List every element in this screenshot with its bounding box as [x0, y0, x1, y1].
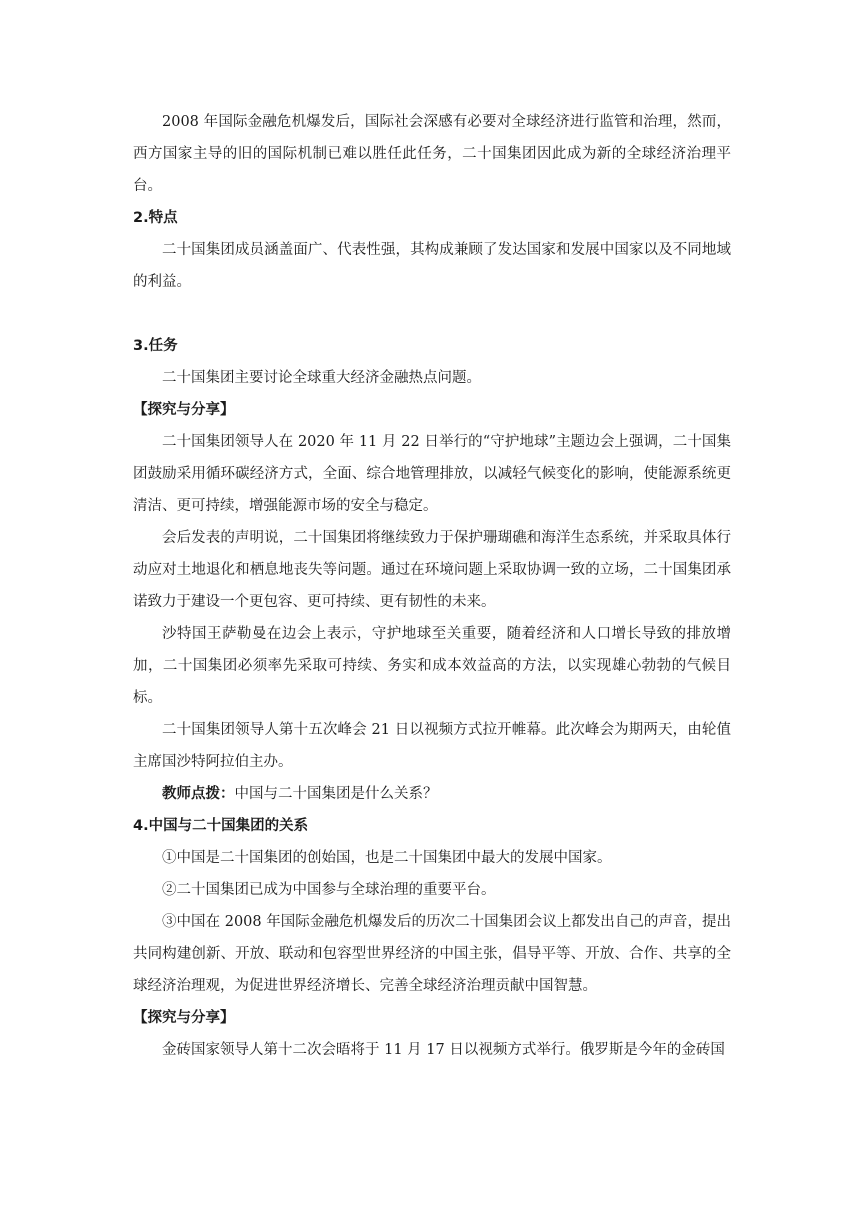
- teacher-tip-label: 教师点拨：: [162, 786, 235, 802]
- teacher-tip: [133, 778, 731, 810]
- heading-tasks: 3.任务: [133, 338, 178, 354]
- paragraph-background: 2008 年国际金融危机爆发后，国际社会深感有必要对全球经济进行监管和治理，然而，西方国家主导的旧的国际机制已难以胜任此任务，二十国集团因此成为新的全球经济治理平台。: [133, 114, 731, 194]
- paragraph-g20-climate: 二十国集团领导人在 2020 年 11 月 22 日举行的“守护地球”主题边会上强调，二十国集团鼓励采用循环碳经济方式，全面、综合地管理排放，以减轻气候变化的影响，使能源系统更清洁、更可持续，增强能源市场的安全与稳定。: [133, 434, 731, 514]
- paragraph-saudi-king: 沙特国王萨勒曼在边会上表示，守护地球至关重要，随着经济和人口增长导致的排放增加，二十国集团必须率先采取可持续、务实和成本效益高的方法，以实现雄心勃勃的气候目标。: [133, 626, 731, 706]
- paragraph-relation-2: ②二十国集团已成为中国参与全球治理的重要平台。: [162, 882, 496, 898]
- blank-line: [133, 298, 731, 330]
- paragraph-relation-1: ①中国是二十国集团的创始国，也是二十国集团中最大的发展中国家。: [162, 850, 612, 866]
- heading-explore-share-1: 【探究与分享】: [133, 402, 235, 418]
- paragraph-brics: 金砖国家领导人第十二次会晤将于 11 月 17 日以视频方式举行。俄罗斯是今年的金砖国: [162, 1042, 725, 1058]
- paragraph-relation-3: ③中国在 2008 年国际金融危机爆发后的历次二十国集团会议上都发出自己的声音，提出共同构建创新、开放、联动和包容型世界经济的中国主张，倡导平等、开放、合作、共享的全球经济治理观，为促进世界经济增长、完善全球经济治理贡献中国智慧。: [133, 914, 731, 994]
- paragraph-tasks: 二十国集团主要讨论全球重大经济金融热点问题。: [162, 370, 481, 386]
- paragraph-g20-summit: 二十国集团领导人第十五次峰会 21 日以视频方式拉开帷幕。此次峰会为期两天，由轮值主席国沙特阿拉伯主办。: [133, 722, 731, 770]
- teacher-tip-question: 中国与二十国集团是什么关系？: [234, 786, 438, 802]
- paragraph-features: 二十国集团成员涵盖面广、代表性强，其构成兼顾了发达国家和发展中国家以及不同地域的利益。: [133, 242, 731, 290]
- document-body: [133, 106, 731, 1066]
- heading-explore-share-2: 【探究与分享】: [133, 1010, 235, 1026]
- paragraph-g20-statement: 会后发表的声明说，二十国集团将继续致力于保护珊瑚礁和海洋生态系统，并采取具体行动应对土地退化和栖息地丧失等问题。通过在环境问题上采取协调一致的立场，二十国集团承诺致力于建设一个更包容、更可持续、更有韧性的未来。: [133, 530, 731, 610]
- heading-features: 2.特点: [133, 210, 178, 226]
- heading-china-g20-relation: 4.中国与二十国集团的关系: [133, 818, 309, 834]
